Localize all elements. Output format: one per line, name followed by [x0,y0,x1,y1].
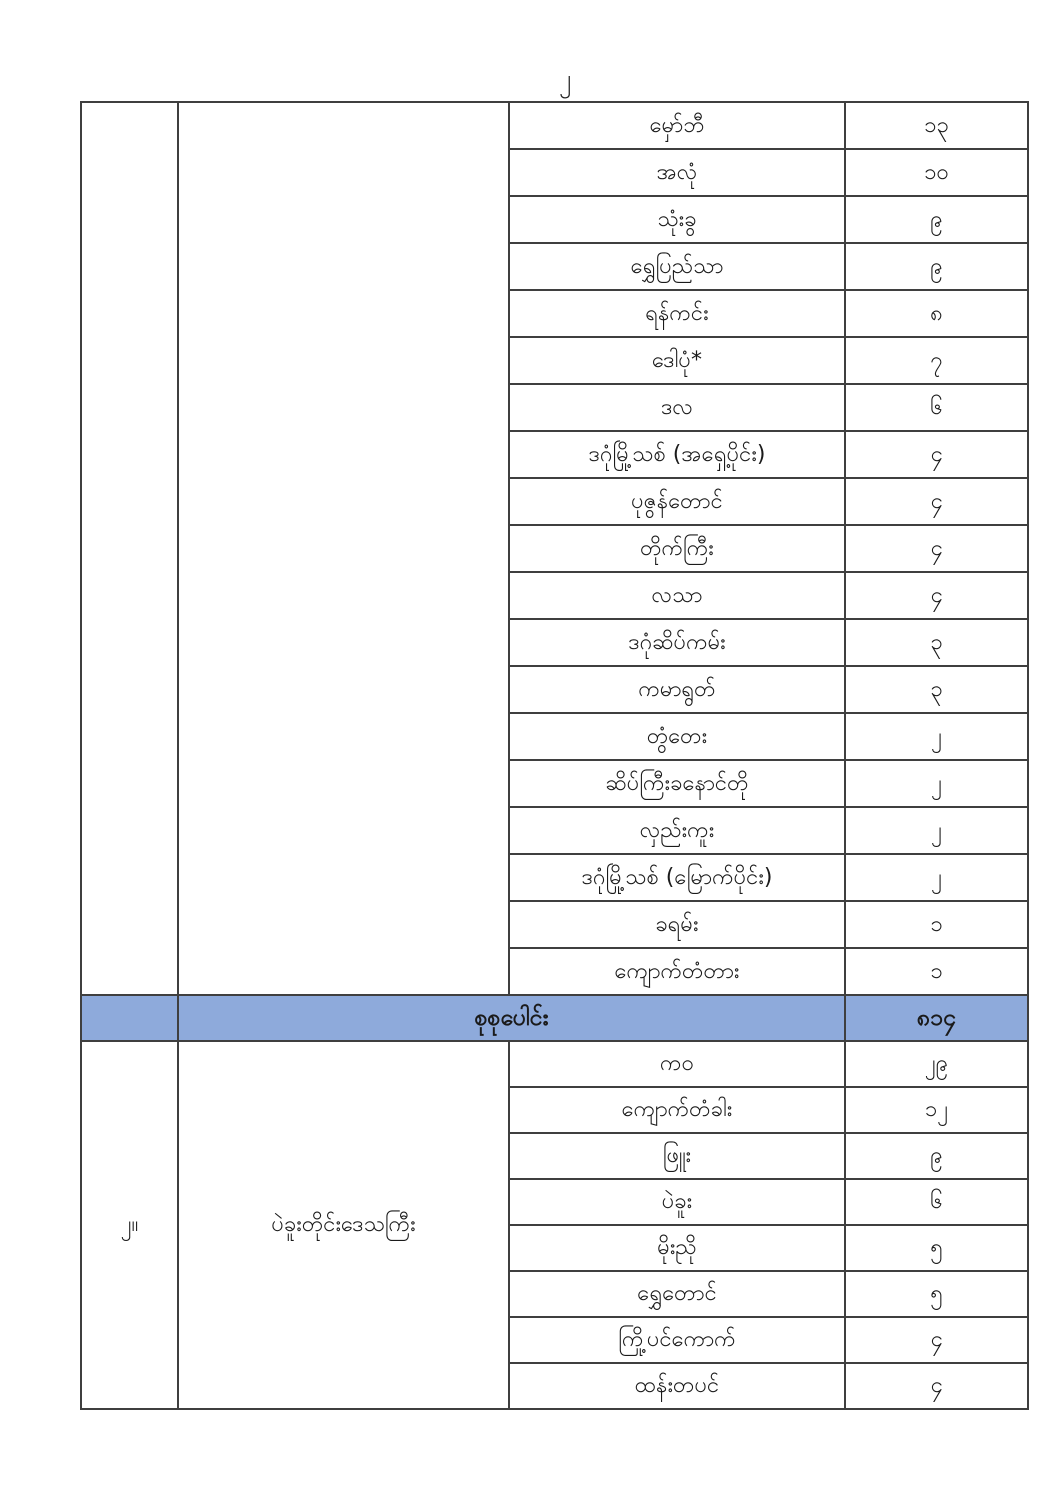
count-cell: ၁၃ [845,102,1028,149]
township-cell: မှော်ဘီ [509,102,845,149]
township-cell: လှည်းကူး [509,807,845,854]
page-number: ၂ [558,64,572,93]
township-cell: တိုက်ကြီး [509,525,845,572]
township-cell: ဒဂုံမြို့သစ် (မြောက်ပိုင်း) [509,854,845,901]
empty-region-name-cell [178,102,509,995]
count-cell: ၉ [845,243,1028,290]
count-cell: ၁၂ [845,1087,1028,1133]
count-cell: ၄ [845,478,1028,525]
count-cell: ၃ [845,666,1028,713]
township-cell: အလုံ [509,149,845,196]
count-cell: ၂ [845,713,1028,760]
count-cell: ၄ [845,525,1028,572]
count-cell: ၅ [845,1271,1028,1317]
count-cell: ၅ [845,1225,1028,1271]
total-label-cell: စုစုပေါင်း [178,995,845,1041]
township-cell: ခရမ်း [509,901,845,948]
township-cell: ရန်ကင်း [509,290,845,337]
township-cell: ရွှေတောင် [509,1271,845,1317]
count-cell: ၆ [845,1179,1028,1225]
count-cell: ၄ [845,431,1028,478]
count-cell: ၄ [845,572,1028,619]
region-index-cell: ၂။ [81,1041,178,1409]
township-cell: ကျောက်တံတား [509,948,845,995]
count-cell: ၉ [845,1133,1028,1179]
count-cell: ၇ [845,337,1028,384]
township-cell: ပုဇွန်တောင် [509,478,845,525]
count-cell: ၂ [845,807,1028,854]
count-cell: ၃ [845,619,1028,666]
count-cell: ၂ [845,854,1028,901]
total-value-cell: ၈၁၄ [845,995,1028,1041]
count-cell: ၉ [845,196,1028,243]
township-cell: ကဝ [509,1041,845,1087]
township-cell: ကျောက်တံခါး [509,1087,845,1133]
township-cell: သုံးခွ [509,196,845,243]
count-cell: ၁ [845,948,1028,995]
count-cell: ၈ [845,290,1028,337]
townships-table [80,101,1029,1410]
township-cell: ကြို့ပင်ကောက် [509,1317,845,1363]
count-cell: ၄ [845,1363,1028,1409]
table-body [81,102,1028,1409]
count-cell: ၂ [845,760,1028,807]
table-row [81,1041,1028,1087]
township-cell: တွံတေး [509,713,845,760]
total-row [81,995,1028,1041]
count-cell: ၂၉ [845,1041,1028,1087]
township-cell: ဒေါပုံ* [509,337,845,384]
count-cell: ၁၀ [845,149,1028,196]
township-cell: ပဲခူး [509,1179,845,1225]
count-cell: ၁ [845,901,1028,948]
township-cell: ကမာရွတ် [509,666,845,713]
township-cell: ရွှေပြည်သာ [509,243,845,290]
township-cell: ဖြူး [509,1133,845,1179]
township-cell: ဒဂုံမြို့သစ် (အရှေ့ပိုင်း) [509,431,845,478]
township-cell: ဆိပ်ကြီးခနောင်တို [509,760,845,807]
count-cell: ၆ [845,384,1028,431]
count-cell: ၄ [845,1317,1028,1363]
total-empty-cell [81,995,178,1041]
table-row [81,102,1028,149]
township-cell: ဒလ [509,384,845,431]
empty-region-index-cell [81,102,178,995]
township-cell: လသာ [509,572,845,619]
region-name-cell: ပဲခူးတိုင်းဒေသကြီး [178,1041,509,1409]
township-cell: ထန်းတပင် [509,1363,845,1409]
township-cell: မိုးညို [509,1225,845,1271]
township-cell: ဒဂုံဆိပ်ကမ်း [509,619,845,666]
